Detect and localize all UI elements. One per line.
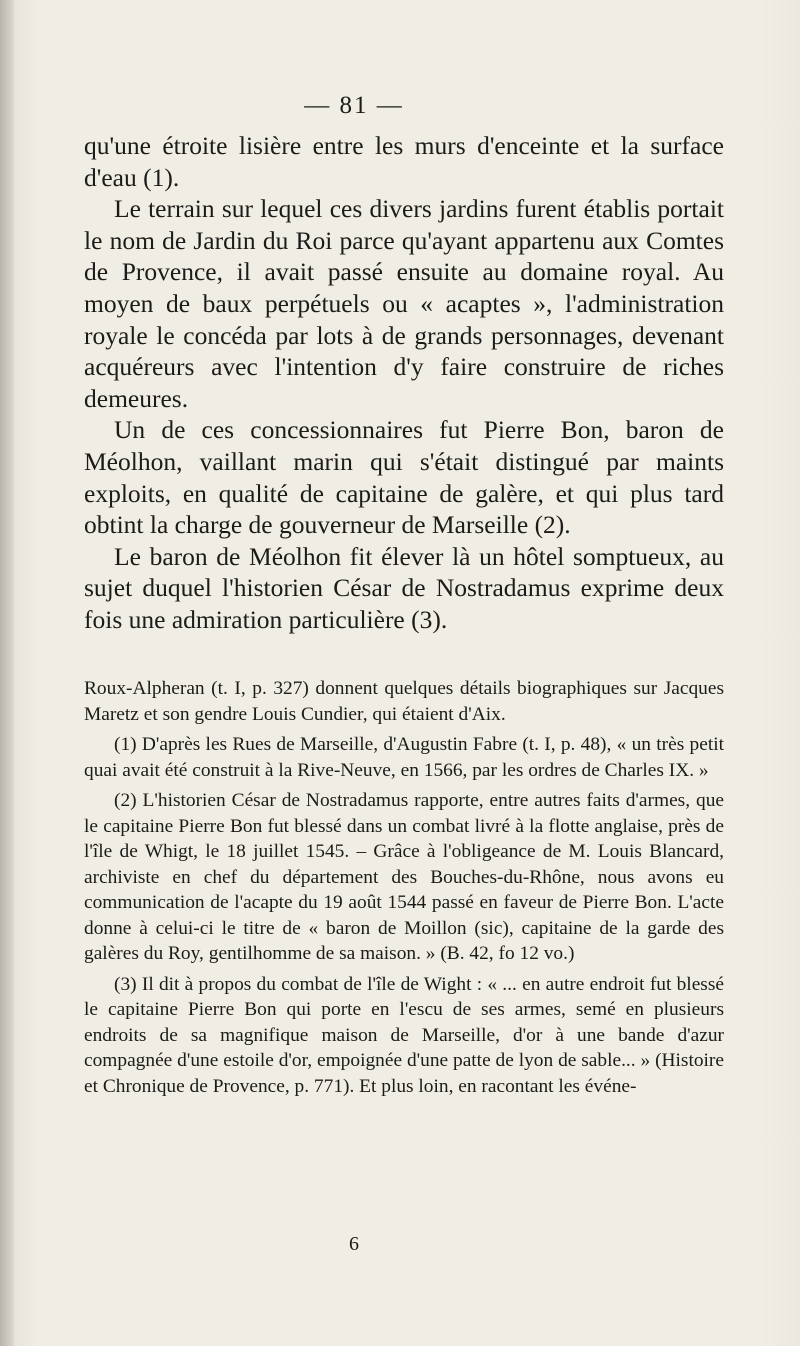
footnote: (3) Il dit à propos du combat de l'île de Wight : « ... en autre endroit fut blessé le capitaine Pierre Bon qui porte en l'escu de ses armes, semé en plusieurs endroits de sa magnifique maison de Marseille, d'or à une bande d'azur compagnée d'une estoile d'or, empoignée d'une patte de lyon de sable... » (Histoire et Chronique de Provence, p. 771). Et plus loin, en racontant les événe-: [84, 973, 724, 1097]
footnote: (1) D'après les Rues de Marseille, d'Augustin Fabre (t. I, p. 48), « un très petit quai avait été construit à la Rive-Neuve, en 1566, par les ordres de Charles IX. »: [84, 734, 724, 781]
main-text: [84, 130, 724, 636]
footnote: (2) L'historien César de Nostradamus rapporte, entre autres faits d'armes, que le capitaine Pierre Bon fut blessé dans un combat livré à la flotte anglaise, près de l'île de Whigt, le 18 juillet 1545. – Grâce à l'obligeance de M. Louis Blancard, archiviste en chef du département des Bouches-du-Rhône, nous avons eu communication de l'acapte du 19 août 1544 passé en faveur de Pierre Bon. L'acte donne à celui-ci le titre de « baron de Moillon (sic), capitaine de la garde des galères du Roy, gentilhomme de sa maison. » (B. 42, fo 12 vo.): [84, 790, 724, 964]
footnote: Roux-Alpheran (t. I, p. 327) donnent quelques détails biographiques sur Jacques Maretz et son gendre Louis Cundier, qui étaient d'Aix.: [84, 678, 724, 725]
paragraph: Un de ces concessionnaires fut Pierre Bon, baron de Méolhon, vaillant marin qui s'était distingué par maints exploits, en qualité de capitaine de galère, et qui plus tard obtint la charge de gouverneur de Marseille (2).: [84, 415, 724, 540]
paragraph: Le baron de Méolhon fit élever là un hôtel somptueux, au sujet duquel l'historien César de Nostradamus exprime deux fois une admiration particulière (3).: [84, 541, 724, 634]
footnotes: [84, 676, 724, 1104]
page-number: — 81 —: [304, 92, 404, 119]
paragraph: Le terrain sur lequel ces divers jardins furent établis portait le nom de Jardin du Roi parce qu'ayant appartenu aux Comtes de Provence, il avait passé ensuite au domaine royal. Au moyen de baux perpétuels ou « acaptes », l'administration royale le concéda par lots à de grands personnages, devenant acquéreurs avec l'intention d'y faire construire de riches demeures.: [84, 194, 724, 413]
paragraph: qu'une étroite lisière entre les murs d'enceinte et la surface d'eau (1).: [84, 131, 724, 192]
sheet-signature-number: 6: [349, 1233, 359, 1255]
page-binding-edge: [0, 0, 14, 1346]
